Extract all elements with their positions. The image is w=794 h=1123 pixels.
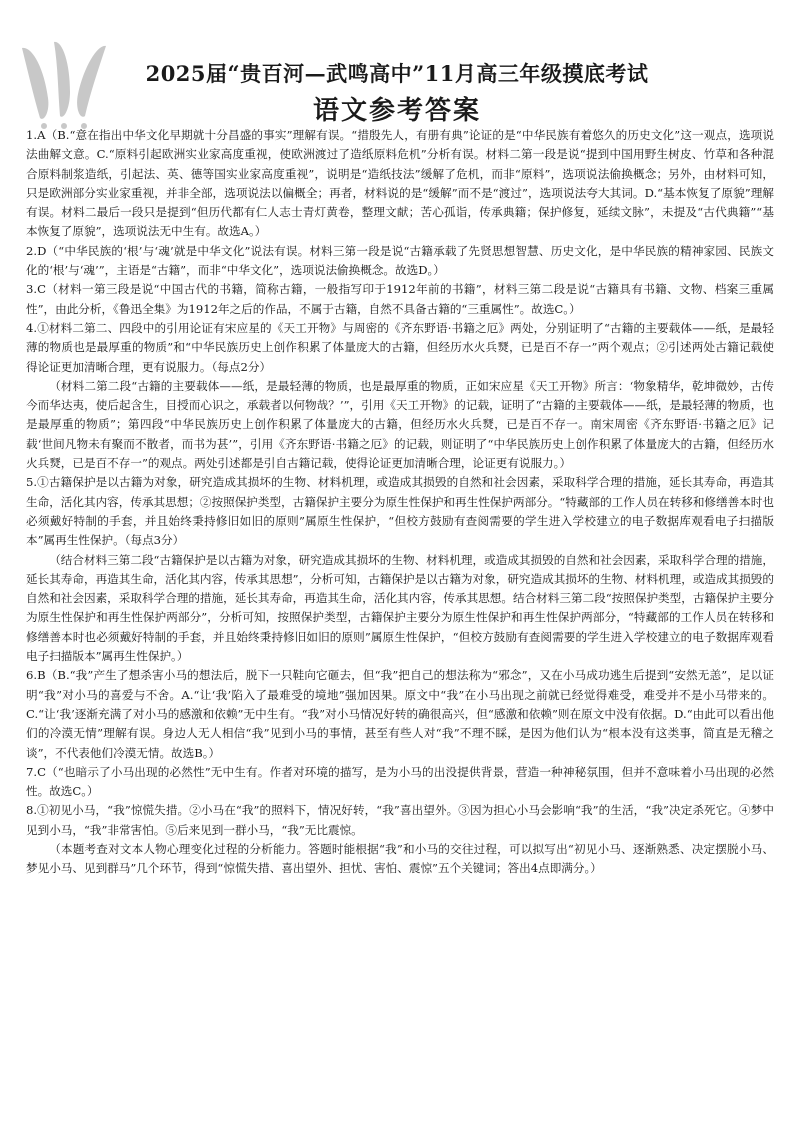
answer-item-6	[26, 666, 774, 762]
answer-number: 7.	[26, 764, 38, 779]
answer-text: C（“也暗示了小马出现的必然性”无中生有。作者对环境的描写，是为小马的出没提供背景，营造一种神秘氛围，但并不意味着小马出现的必然性。故选C。）	[26, 764, 774, 799]
answer-text: ①材料二第二、四段中的引用论证有宋应星的《天工开物》与周密的《齐东野语·书籍之厄》两处，分别证明了“古籍的主要载体——纸，是最轻薄的物质也是最厚重的物质”和“中华民族历史上创作积累了体量庞大的古籍，但经历水火兵燹，已是百不存一”两个观点；②引述两处古籍记载使得论证更加清晰合理，更有说服力。（每点2分）	[26, 320, 774, 374]
answer-explanation: （结合材料三第二段“古籍保护是以古籍为对象，研究造成其损坏的生物、材料机理，或造成其损毁的自然和社会因素，采取科学合理的措施，延长其寿命，再造其生命，活化其内容，传承其思想”，分析可知，古籍保护是以古籍为对象，研究造成其损坏的生物、材料机理，或造成其损毁的自然和社会因素，采取科学合理的措施，延长其寿命，再造其生命，活化其内容，传承其思想。结合材料三第二段“按照保护类型，古籍保护主要分为原生性保护和再生性保护两部分”，分析可知，按照保护类型，古籍保护主要分为原生性保护和再生性保护两部分，“特藏部的工作人员在转移和修缮善本时也必须戴好特制的手套，并且始终秉持修旧如旧的原则”属原生性保护，“但校方鼓励有查阅需要的学生进入学校建立的电子数据库观看电子扫描版本”属再生性保护。）	[26, 552, 774, 664]
answer-item-7	[26, 763, 774, 802]
answer-text: D（“中华民族的‘根’与‘魂’就是中华文化”说法有误。材料三第一段是说“古籍承载了先贤思想智慧、历史文化，是中华民族的精神家园、民族文化的‘根’与‘魂’”，主语是“古籍”，而非“中华文化”，选项说法偷换概念。故选D。）	[26, 243, 774, 278]
answer-text: C（材料一第三段是说“中国古代的书籍，简称古籍，一般指写印于1912年前的书籍”，材料三第二段是说“古籍具有书籍、文物、档案三重属性”，由此分析，《鲁迅全集》为1912年之后的作品，不属于古籍，自然不具备古籍的“三重属性”。故选C。）	[26, 282, 774, 316]
answer-text: ①古籍保护是以古籍为对象，研究造成其损坏的生物、材料机理，或造成其损毁的自然和社会因素，采取科学合理的措施，延长其寿命，再造其生命，活化其内容，传承其思想；②按照保护类型，古籍保护主要分为原生性保护和再生性保护两部分。“特藏部的工作人员在转移和修缮善本时也必须戴好特制的手套，并且始终秉持修旧如旧的原则”属原生性保护，“但校方鼓励有查阅需要的学生进入学校建立的电子数据库观看电子扫描版本”属再生性保护。（每点3分）	[26, 475, 774, 548]
answer-number: 5.	[26, 475, 38, 490]
answer-text: B（B.“我”产生了想杀害小马的想法后，脱下一只鞋向它砸去，但“我”把自己的想法称为“邪念”，又在小马成功逃生后提到“安然无恙”，足以证明“我”对小马的喜爱与不舍。A.“让‘我’陷入了最难受的境地”强加因果。原文中“我”在小马出现之前就已经觉得难受，难受并不是小马带来的。C.“让‘我’逐渐充满了对小马的感激和依赖”无中生有。“我”对小马情况好转的确很高兴，但“感激和依赖”则在原文中没有依据。D.“由此可以看出他们的冷漠无情”理解有误。身边人无人相信“我”见到小马的事情，甚至有些人对“我”不理不睬，是因为他们认为“根本没有这类事，简直是无稽之谈”，不代表他们冷漠无情。故选B。）	[26, 668, 774, 760]
answer-item-2	[26, 242, 774, 281]
answer-item-1	[26, 126, 774, 242]
answer-number: 8.	[26, 803, 38, 818]
answer-number: 4.	[26, 320, 38, 335]
answer-text: ①初见小马，“我”惊慌失措。②小马在“我”的照料下，情况好转，“我”喜出望外。③因为担心小马会影响“我”的生活，“我”决定杀死它。④梦中见到小马，“我”非常害怕。⑤后来见到一群小马，“我”无比震惊。	[26, 803, 774, 837]
answer-number: 6.	[26, 668, 38, 683]
answer-text: A（B.“意在指出中华文化早期就十分昌盛的事实”理解有误。“措殷先人，有册有典”论证的是“中华民族有着悠久的历史文化”这一观点，选项说法曲解文意。C.“原料引起欧洲实业家高度重视，使欧洲渡过了造纸原料危机”分析有误。材料二第一段是说“提到中国用野生树皮、竹草和各种混合原料制浆造纸，引起法、英、德等国实业家高度重视”，说明是“造纸技法”缓解了危机，而非“原料”，选项说法偷换概念；另外，由材料可知，只是欧洲部分实业家重视，并非全部，选项说法以偏概全；再者，材料说的是“缓解”而不是“渡过”，选项说法夸大其词。D.“基本恢复了原貌”理解有误。材料二最后一段只是提到“但历代都有仁人志士青灯黄卷，整理文献；苦心孤诣，传承典籍；保护修复，延续文脉”，未提及“古代典籍”“基本恢复了原貌”，选项说法无中生有。故选A。）	[26, 128, 774, 239]
answer-item-4	[26, 319, 774, 473]
page-title: 2025届“贵百河—武鸣高中”11月高三年级摸底考试	[145, 61, 649, 86]
answer-list	[26, 126, 774, 879]
answer-explanation: （材料二第二段“古籍的主要载体——纸，是最轻薄的物质，也是最厚重的物质，正如宋应星《天工开物》所言：‘物象精华，乾坤微妙，古传今而华达夷，使后起含生，目授而心识之，承载者以何物哉？’”，引用《天工开物》的记载，证明了“古籍的主要载体——纸，是最轻薄的物质，也是最厚重的物质”；第四段“中华民族历史上创作积累了体量庞大的古籍，但经历水火兵燹，已是百不存一。南宋周密《齐东野语·书籍之厄》记载‘世间凡物未有聚而不散者，而书为甚’”，引用《齐东野语·书籍之厄》的记载，则证明了“中华民族历史上创作积累了体量庞大的古籍，但经历水火兵燹，已是百不存一”的观点。两处引述都是引自古籍记载，使得论证更加清晰合理，论证更有说服力。）	[26, 378, 774, 471]
answer-number: 1.	[26, 128, 38, 142]
answer-item-5	[26, 473, 774, 666]
answer-item-8	[26, 801, 774, 878]
answer-number: 3.	[26, 282, 38, 297]
answer-item-3	[26, 280, 774, 319]
answer-number: 2.	[26, 243, 38, 258]
page-subtitle: 语文参考答案	[312, 96, 481, 126]
answer-explanation: （本题考查对文本人物心理变化过程的分析能力。答题时能根据“我”和小马的交往过程，可以拟写出“初见小马、逐渐熟悉、决定摆脱小马、梦见小马、见到群马”几个环节，得到“惊慌失措、喜出望外、担忧、害怕、震惊”五个关键词；答出4点即满分。）	[26, 841, 774, 876]
